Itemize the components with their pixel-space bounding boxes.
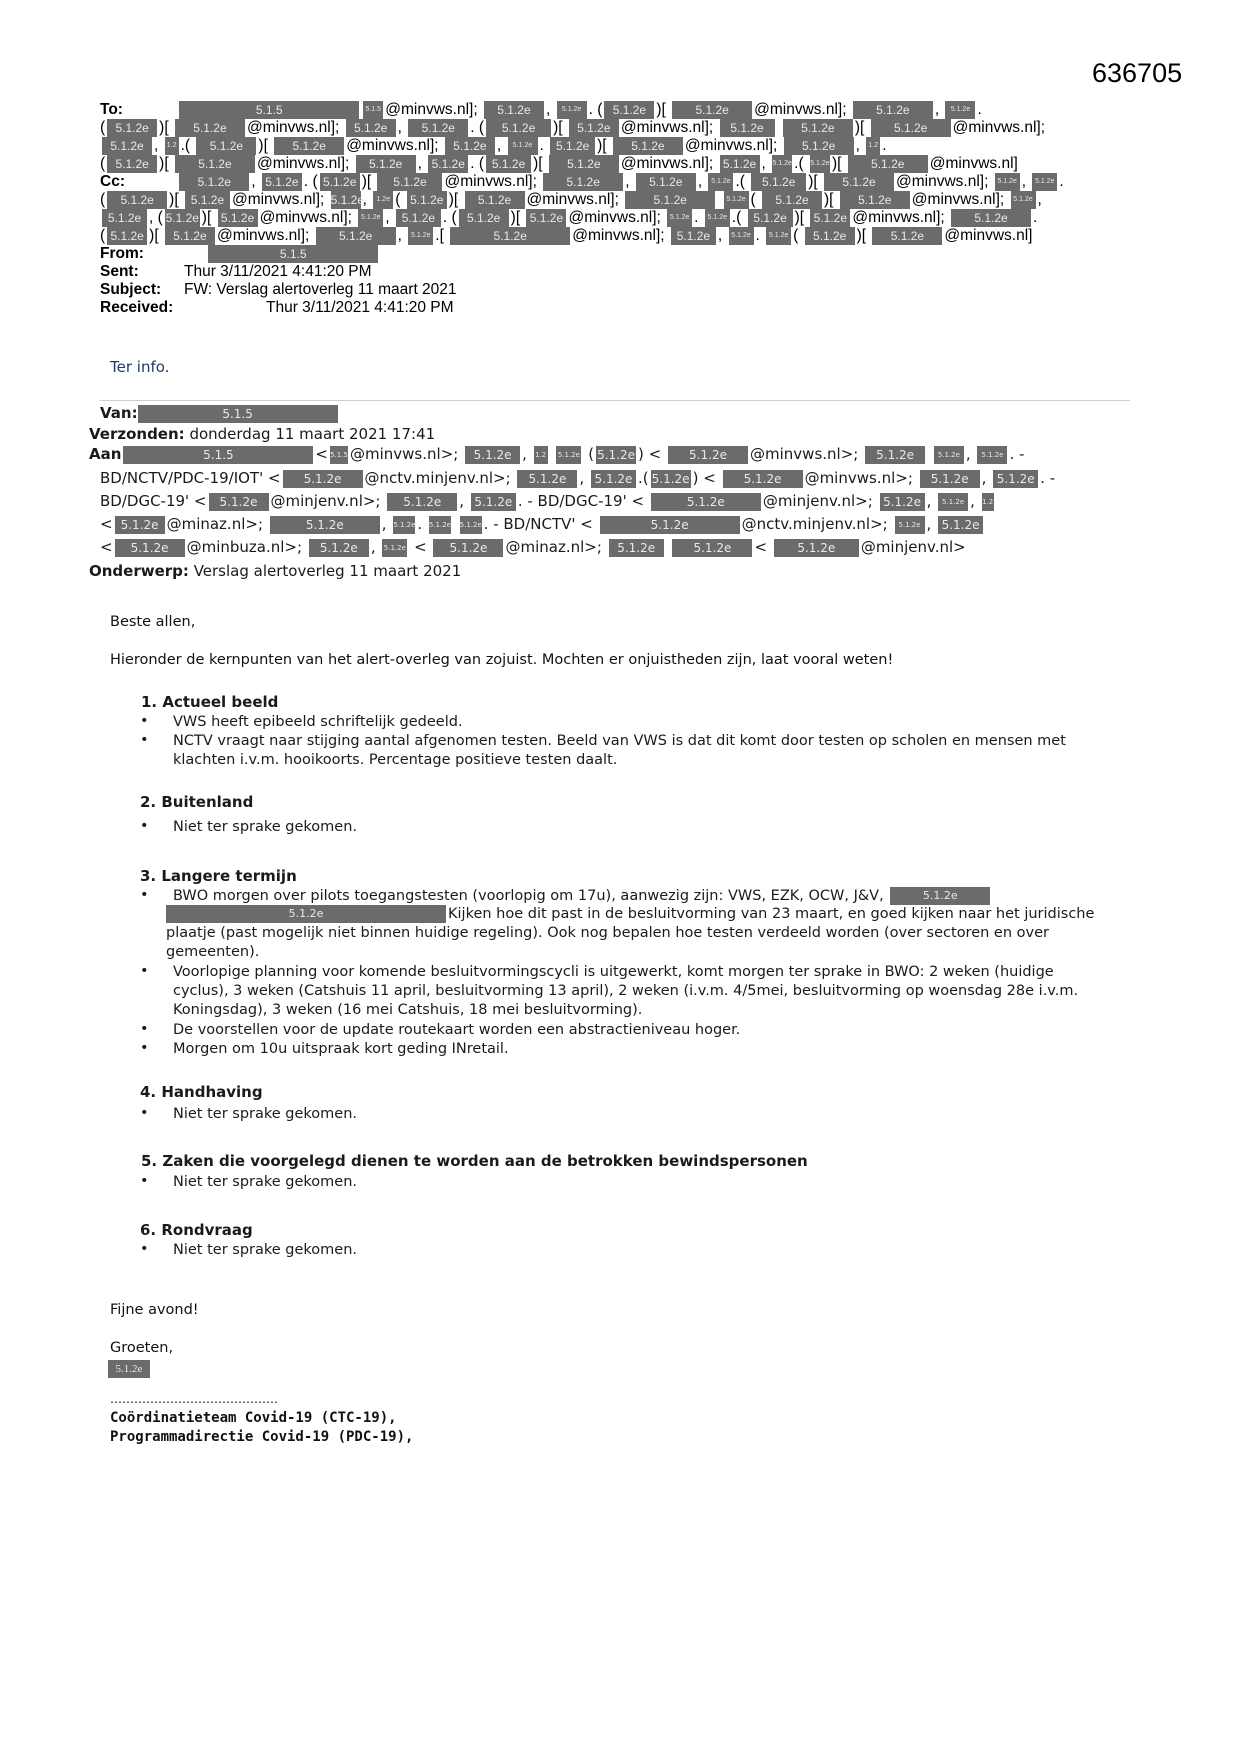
from-label: From: bbox=[100, 245, 144, 262]
aan-line-2: BD/NCTV/PDC-19/IOT' < 5.1.2e @nctv.minjenv.nl>; 5.1.2e , 5.1.2e .( 5.1.2e ) < 5.1.2e @minvws.nl>; 5.1.2e , 5.1.2e . - bbox=[100, 469, 1056, 487]
cc-line-3: 5.1.2e , ( 5.1.2e )[ 5.1.2e @minvws.nl]; 5.1.2e , 5.1.2e . ( 5.1.2e )[ 5.1.2e @minvws.nl]; 5.1.2e . 5.1.2e .( 5.1.2e )[ 5.1.2e @minvws.nl]; 5.1.2e . bbox=[100, 208, 1037, 228]
sent-label: Sent: bbox=[100, 263, 139, 280]
to-line: To: 5.1.5 5.1.5 @minvws.nl]; 5.1.2e , 5.1.2e . ( 5.1.2e )[ 5.1.2e @minvws.nl]; 5.1.2e , 5.1.2e . bbox=[100, 101, 982, 118]
separator bbox=[100, 400, 1130, 401]
section-title: 2. Buitenland bbox=[140, 793, 254, 811]
to-line-3: 5.1.2e , 1.2 .( 5.1.2e )[ 5.1.2e @minvws.nl]; 5.1.2e , 5.1.2e . 5.1.2e )[ 5.1.2e @minvws.nl]; 5.1.2e , 1.2 . bbox=[100, 136, 887, 156]
aan-line-5: < 5.1.2e @minbuza.nl>; 5.1.2e , 5.1.2e < 5.1.2e @minaz.nl>; 5.1.2e 5.1.2e < 5.1.2e @minjenv.nl> bbox=[100, 538, 966, 556]
to-line-2: ( 5.1.2e )[ 5.1.2e @minvws.nl]; 5.1.2e , 5.1.2e . ( 5.1.2e )[ 5.1.2e @minvws.nl]; 5.1.2e 5.1.2e )[ 5.1.2e @minvws.nl]; bbox=[100, 119, 1046, 136]
section-title: 5. Zaken die voorgelegd dienen te worden aan de betrokken bewindspersonen bbox=[141, 1152, 808, 1170]
subject-value: FW: Verslag alertoverleg 11 maart 2021 bbox=[184, 281, 457, 298]
to-label: To: bbox=[100, 101, 123, 118]
cc-line-2: ( 5.1.2e )[ 5.1.2e @minvws.nl]; 5.1.2e, 1.2e ( 5.1.2e )[ 5.1.2e @minvws.nl]; 5.1.2e 5.1.2e ( 5.1.2e )[ 5.1.2e @minvws.nl]; 5.1.2e , bbox=[100, 191, 1042, 208]
signer-redaction: 5.1.2e bbox=[106, 1360, 152, 1378]
closing: Fijne avond! bbox=[110, 1302, 199, 1318]
sent-value: Thur 3/11/2021 4:41:20 PM bbox=[184, 263, 372, 280]
section-title: 3. Langere termijn bbox=[140, 867, 297, 885]
received-value: Thur 3/11/2021 4:41:20 PM bbox=[266, 299, 454, 316]
subject-line bbox=[100, 280, 457, 300]
intro: Hieronder de kernpunten van het alert-overleg van zojuist. Mochten er onjuistheden zijn, laat vooral weten! bbox=[110, 652, 894, 668]
to-line-4: ( 5.1.2e )[ 5.1.2e @minvws.nl]; 5.1.2e , 5.1.2e . ( 5.1.2e )[ 5.1.2e @minvws.nl]; 5.1.2e , 5.1.2e .( 5.1.2e )[ 5.1.2e @minvws.nl] bbox=[100, 155, 1018, 172]
onderwerp-line: Onderwerp: Verslag alertoverleg 11 maart 2021 bbox=[89, 562, 462, 580]
greeting: Beste allen, bbox=[110, 614, 196, 630]
cc-line-4: ( 5.1.2e )[ 5.1.2e @minvws.nl]; 5.1.2e , 5.1.2e .[ 5.1.2e @minvws.nl]; 5.1.2e , 5.1.2e . 5.1.2e ( 5.1.2e )[ 5.1.2e @minvws.nl] bbox=[100, 227, 1033, 244]
section-title: 6. Rondvraag bbox=[140, 1221, 253, 1239]
section-title: 1. Actueel beeld bbox=[141, 693, 279, 711]
aan-line-3: BD/DGC-19' < 5.1.2e @minjenv.nl>; 5.1.2e , 5.1.2e . - BD/DGC-19' < 5.1.2e @minjenv.nl>; 5.1.2e , 5.1.2e , 1.2 bbox=[100, 492, 994, 510]
dotted-line: …………………………………… bbox=[110, 1392, 278, 1406]
redaction: 5.1.5 bbox=[179, 101, 359, 119]
aan-line: Aan 5.1.5 < 5.1.5 @minvws.nl>; 5.1.2e , 1.2 5.1.2e ( 5.1.2e ) < 5.1.2e @minvws.nl>; 5.1.2e 5.1.2e , 5.1.2e . - bbox=[89, 445, 1025, 463]
groeten: Groeten, bbox=[110, 1340, 174, 1356]
sent-line bbox=[100, 262, 372, 282]
received-line bbox=[100, 298, 454, 318]
verzonden-line: Verzonden: donderdag 11 maart 2021 17:41 bbox=[89, 425, 436, 443]
section-title: 4. Handhaving bbox=[140, 1083, 263, 1101]
received-label: Received: bbox=[100, 299, 174, 316]
from-line: From: 5.1.5 bbox=[100, 244, 380, 264]
ter-info: Ter info. bbox=[110, 358, 170, 376]
signature-line-1: Coördinatieteam Covid-19 (CTC-19), bbox=[110, 1410, 397, 1426]
cc-line: Cc: 5.1.2e , 5.1.2e . ( 5.1.2e )[ 5.1.2e @minvws.nl]; 5.1.2e , 5.1.2e , 5.1.2e .( 5.1.2e )[ 5.1.2e @minvws.nl]; 5.1.2e , 5.1.2e . bbox=[100, 173, 1064, 190]
cc-label: Cc: bbox=[100, 173, 125, 190]
aan-line-4: < 5.1.2e @minaz.nl>; 5.1.2e , 5.1.2e . 5.1.2e 5.1.2e . - BD/NCTV' < 5.1.2e @nctv.minjenv.nl>; 5.1.2e , 5.1.2e bbox=[100, 513, 985, 535]
subject-label: Subject: bbox=[100, 281, 162, 298]
van-line: Van: 5.1.5 bbox=[100, 402, 340, 424]
signature-line-2: Programmadirectie Covid-19 (PDC-19), bbox=[110, 1429, 414, 1445]
document-number: 636705 bbox=[1092, 58, 1183, 88]
document-page: 636705 To: 5.1.5 5.1.5 @minvws.nl]; 5.1.2e , 5.1.2e . ( 5.1.2e )[ 5.1.2e @minvws.nl]; 5.1.2e , 5.1.2e . ( 5.1.2e )[ 5.1.2e @minvws.nl]; 5.1.2e , 5.1.2e . ( 5.1.2e )[ 5.1.2e @minvws.nl]; 5.1.2e 5.1.2e )[ 5.1.2e @minvws.nl]; 5.1.2e , 1.2 .( 5.1.2e )[ 5.1.2e @minvws.nl]; 5.1.2e , 5.1.2e . 5.1.2e )[ 5.1.2e @minvws.nl]; 5.1.2e , 1.2 . ( 5.1.2e )[ 5.1.2e @minvws.nl]; 5.1.2e , 5.1.2e . ( 5.1.2e )[ 5.1.2e @minvws.nl]; 5.1.2e , 5.1.2e .( 5.1.2e )[ 5.1.2e @minvws.nl] Cc: 5.1.2e , 5.1.2e . ( 5.1.2e )[ 5.1.2e @minvws.nl]; 5.1.2e , 5.1.2e , 5.1.2e .( 5.1.2e )[ 5.1.2e @minvws.nl]; 5.1.2e , 5.1.2e . ( 5.1.2e )[ 5.1.2e @minvws.nl]; 5.1.2e, 1.2e ( 5.1.2e )[ 5.1.2e @minvws.nl]; 5.1.2e 5.1.2e ( 5.1.2e )[ 5.1.2e @minvws.nl]; 5.1.2e , 5.1.2e , ( 5.1.2e )[ 5.1.2e @minvws.nl]; 5.1.2e , 5.1.2e . ( 5.1.2e )[ 5.1.2e @minvws.nl]; 5.1.2e . 5.1.2e .( 5.1.2e )[ 5.1.2e @minvws.nl]; 5.1.2e . ( 5.1.2e )[ 5.1.2e @minvws.nl]; 5.1.2e , 5.1.2e .[ 5.1.2e @minvws.nl]; 5.1.2e , 5.1.2e . 5.1.2e ( 5.1.2e )[ 5.1.2e @minvws.nl] From: 5.1.5 Sent: Thur 3/11/2021 4:41:20 PM Subject: FW: Verslag alertoverleg 11 maart 2021 Received: Thur 3/11/2021 4:41:20 PM Ter info. Van: 5.1.5 Verzonden: donderdag 11 maart 2021 17:41 Aan 5.1.5 < 5.1.5 @minvws.nl>; 5.1.2e , 1.2 5.1.2e ( 5.1.2e ) < 5.1.2e @minvws.nl>; 5.1.2e 5.1.2e , 5.1.2e . - BD/NCTV/PDC-19/IOT' < 5.1.2e @nctv.minjenv.nl>; 5.1.2e , 5.1.2e .( 5.1.2e ) < 5.1.2e @minvws.nl>; 5.1.2e , 5.1.2e . - BD/DGC-19' < 5.1.2e @minjenv.nl>; 5.1.2e , 5.1.2e . - BD/DGC-19' < 5.1.2e @minjenv.nl>; 5.1.2e , 5.1.2e , 1.2 < 5.1.2e @minaz.nl>; 5.1.2e , 5.1.2e . 5.1.2e 5.1.2e . - BD/NCTV' < 5.1.2e @nctv.minjenv.nl>; 5.1.2e , 5.1.2e < 5.1.2e @minbuza.nl>; 5.1.2e , 5.1.2e < 5.1.2e @minaz.nl>; 5.1.2e 5.1.2e < 5.1.2e @minjenv.nl> Onderwerp: Verslag alertoverleg 11 maart 2021 Beste allen, Hieronder de kernpunten van het alert-overleg van zojuist. Mochten er onjuistheden zijn, laat vooral weten! 1. Actueel beeld • VWS heeft epibeeld schriftelijk gedeeld. • NCTV vraagt naar stijging aantal afgenomen testen. Beeld van VWS is dat dit komt door testen op scholen en mensen met klachten i.v.m. hooikoorts. Percentage positieve testen daalt. 2. Buitenland • Niet ter sprake gekomen. 3. Langere termijn • BWO morgen over pilots toegangstesten (voorlopig om 17u), aanwezig zijn: VWS, EZK, OCW, J&V, 5.1.2e 5.1.2e Kijken hoe dit past in de besluitvorming van 23 maart, en goed kijken naar het juridische plaatje (past mogelijk niet binnen huidige regeling). Ook nog bepalen hoe testen verdeeld worden (over sectoren en over gemeenten). • Voorlopige planning voor komende besluitvormingscycli is uitgewerkt, komt morgen ter sprake in BWO: 2 weken (huidige cyclus), 3 weken (Catshuis 11 april, besluitvorming 13 april), 2 weken (i.v.m. 4/5mei, besluitvorming op woensdag 28e i.v.m. Koningsdag), 3 weken (16 mei Catshuis, 18 mei besluitvorming). • De voorstellen voor de update routekaart worden een abstractieniveau hoger. • Morgen om 10u uitspraak kort geding INretail. 4. Handhaving • Niet ter sprake gekomen. 5. Zaken die voorgelegd dienen te worden aan de betrokken bewindspersonen • Niet ter sprake gekomen. 6. Rondvraag • Niet ter sprake gekomen. Fijne avond! Groeten, 5.1.2e …………………………………… Coördinatieteam Covid-19 (CTC-19), Programmadirectie Covid-19 (PDC-19), bbox=[89, 58, 1183, 1445]
